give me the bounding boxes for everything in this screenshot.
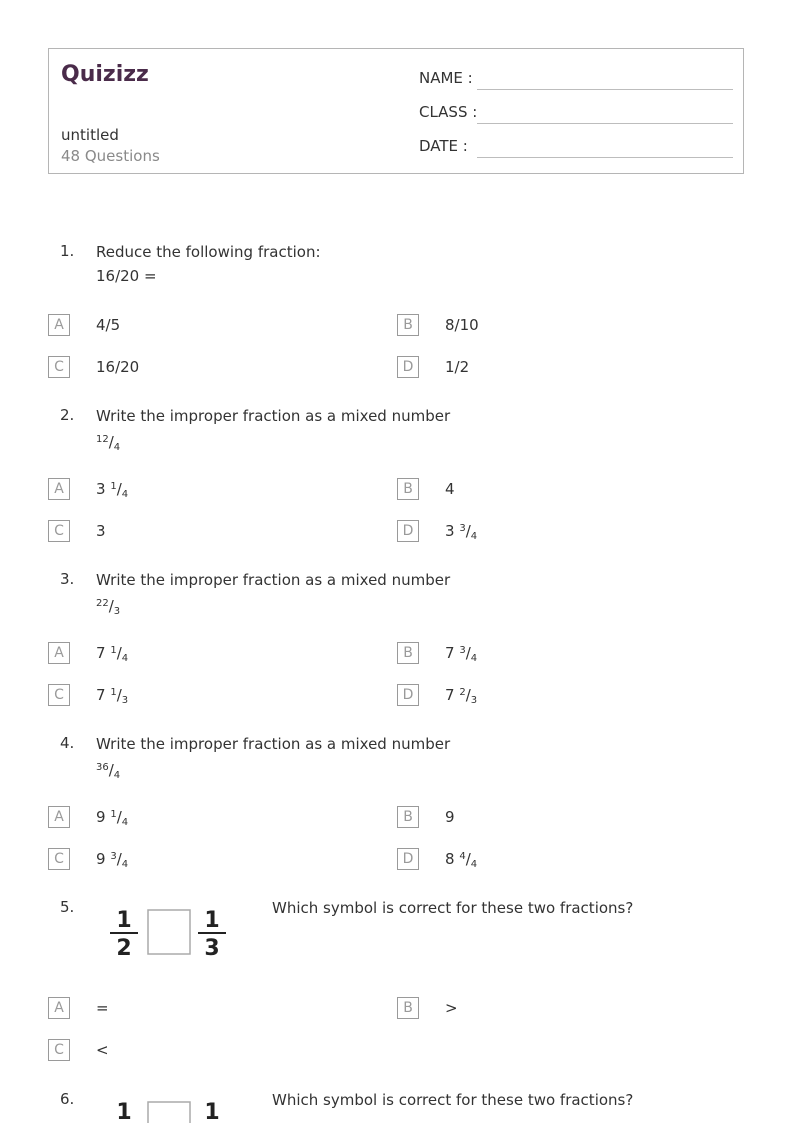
svg-text:1: 1	[116, 908, 132, 933]
class-label: CLASS :	[419, 103, 478, 121]
question-text: Write the improper fraction as a mixed number $^{12}/_4$	[96, 404, 450, 460]
option-text: 3 $^1/_4$	[96, 480, 129, 500]
worksheet-header	[48, 48, 744, 174]
svg-text:1: 1	[204, 1100, 220, 1123]
option-text: 9	[445, 808, 455, 826]
option-box-c[interactable]: C	[48, 356, 70, 378]
option-box-d[interactable]: D	[397, 848, 419, 870]
option-box-b[interactable]: B	[397, 642, 419, 664]
svg-text:3: 3	[204, 936, 220, 961]
option-text: 8 $^4/_4$	[445, 850, 478, 870]
question-text: Which symbol is correct for these two fractions?	[272, 1091, 634, 1109]
option-box-c[interactable]: C	[48, 848, 70, 870]
svg-text:1: 1	[204, 908, 220, 933]
question-number: 1.	[60, 242, 75, 260]
fraction: $^{12}/_4$	[96, 433, 121, 453]
fraction-comparison-figure	[106, 1092, 256, 1123]
option-text: 8/10	[445, 316, 479, 334]
answer-blank	[148, 1102, 190, 1123]
question-text: Write the improper fraction as a mixed number $^{22}/_3$	[96, 568, 450, 624]
worksheet-title: untitled	[61, 126, 119, 144]
question-number: 4.	[60, 734, 75, 752]
option-box-d[interactable]: D	[397, 520, 419, 542]
option-text: 7 $^1/_4$	[96, 644, 129, 664]
question-number: 2.	[60, 406, 75, 424]
option-box-a[interactable]: A	[48, 806, 70, 828]
option-text: 1/2	[445, 358, 470, 376]
question-text: Reduce the following fraction: 16/20 =	[96, 243, 321, 285]
svg-text:Quizizz: Quizizz	[61, 62, 149, 87]
fraction: $^{36}/_4$	[96, 761, 121, 781]
option-text: 7 $^3/_4$	[445, 644, 478, 664]
name-label: NAME :	[419, 69, 473, 87]
option-text: 4	[445, 480, 455, 498]
question-number: 5.	[60, 898, 75, 916]
svg-text:1: 1	[116, 1100, 132, 1123]
option-text: 7 $^1/_3$	[96, 686, 129, 706]
option-text: 7 $^2/_3$	[445, 686, 478, 706]
svg-text:2: 2	[116, 936, 132, 961]
name-line[interactable]	[477, 89, 733, 90]
quizizz-logo	[61, 59, 153, 87]
fraction-comparison-figure	[106, 900, 256, 968]
option-box-d[interactable]: D	[397, 684, 419, 706]
option-text: <	[96, 1041, 109, 1059]
option-text: 16/20	[96, 358, 140, 376]
question-number: 3.	[60, 570, 75, 588]
option-box-b[interactable]: B	[397, 997, 419, 1019]
date-line[interactable]	[477, 157, 733, 158]
option-box-b[interactable]: B	[397, 478, 419, 500]
answer-blank	[148, 910, 190, 954]
question-text: Which symbol is correct for these two fractions?	[272, 899, 634, 917]
option-box-b[interactable]: B	[397, 314, 419, 336]
option-text: 3 $^3/_4$	[445, 522, 478, 542]
option-box-c[interactable]: C	[48, 684, 70, 706]
option-box-c[interactable]: C	[48, 520, 70, 542]
option-box-d[interactable]: D	[397, 356, 419, 378]
question-text: Write the improper fraction as a mixed number $^{36}/_4$	[96, 732, 450, 788]
option-box-c[interactable]: C	[48, 1039, 70, 1061]
fraction: $^{22}/_3$	[96, 597, 121, 617]
question-count: 48 Questions	[61, 147, 160, 165]
date-label: DATE :	[419, 137, 468, 155]
option-text: 3	[96, 522, 106, 540]
option-box-b[interactable]: B	[397, 806, 419, 828]
option-text: =	[96, 999, 109, 1017]
option-text: 9 $^3/_4$	[96, 850, 129, 870]
option-text: 4/5	[96, 316, 121, 334]
option-box-a[interactable]: A	[48, 642, 70, 664]
question-number: 6.	[60, 1090, 75, 1108]
option-box-a[interactable]: A	[48, 478, 70, 500]
option-box-a[interactable]: A	[48, 314, 70, 336]
option-text: >	[445, 999, 458, 1017]
option-box-a[interactable]: A	[48, 997, 70, 1019]
option-text: 9 $^1/_4$	[96, 808, 129, 828]
class-line[interactable]	[477, 123, 733, 124]
